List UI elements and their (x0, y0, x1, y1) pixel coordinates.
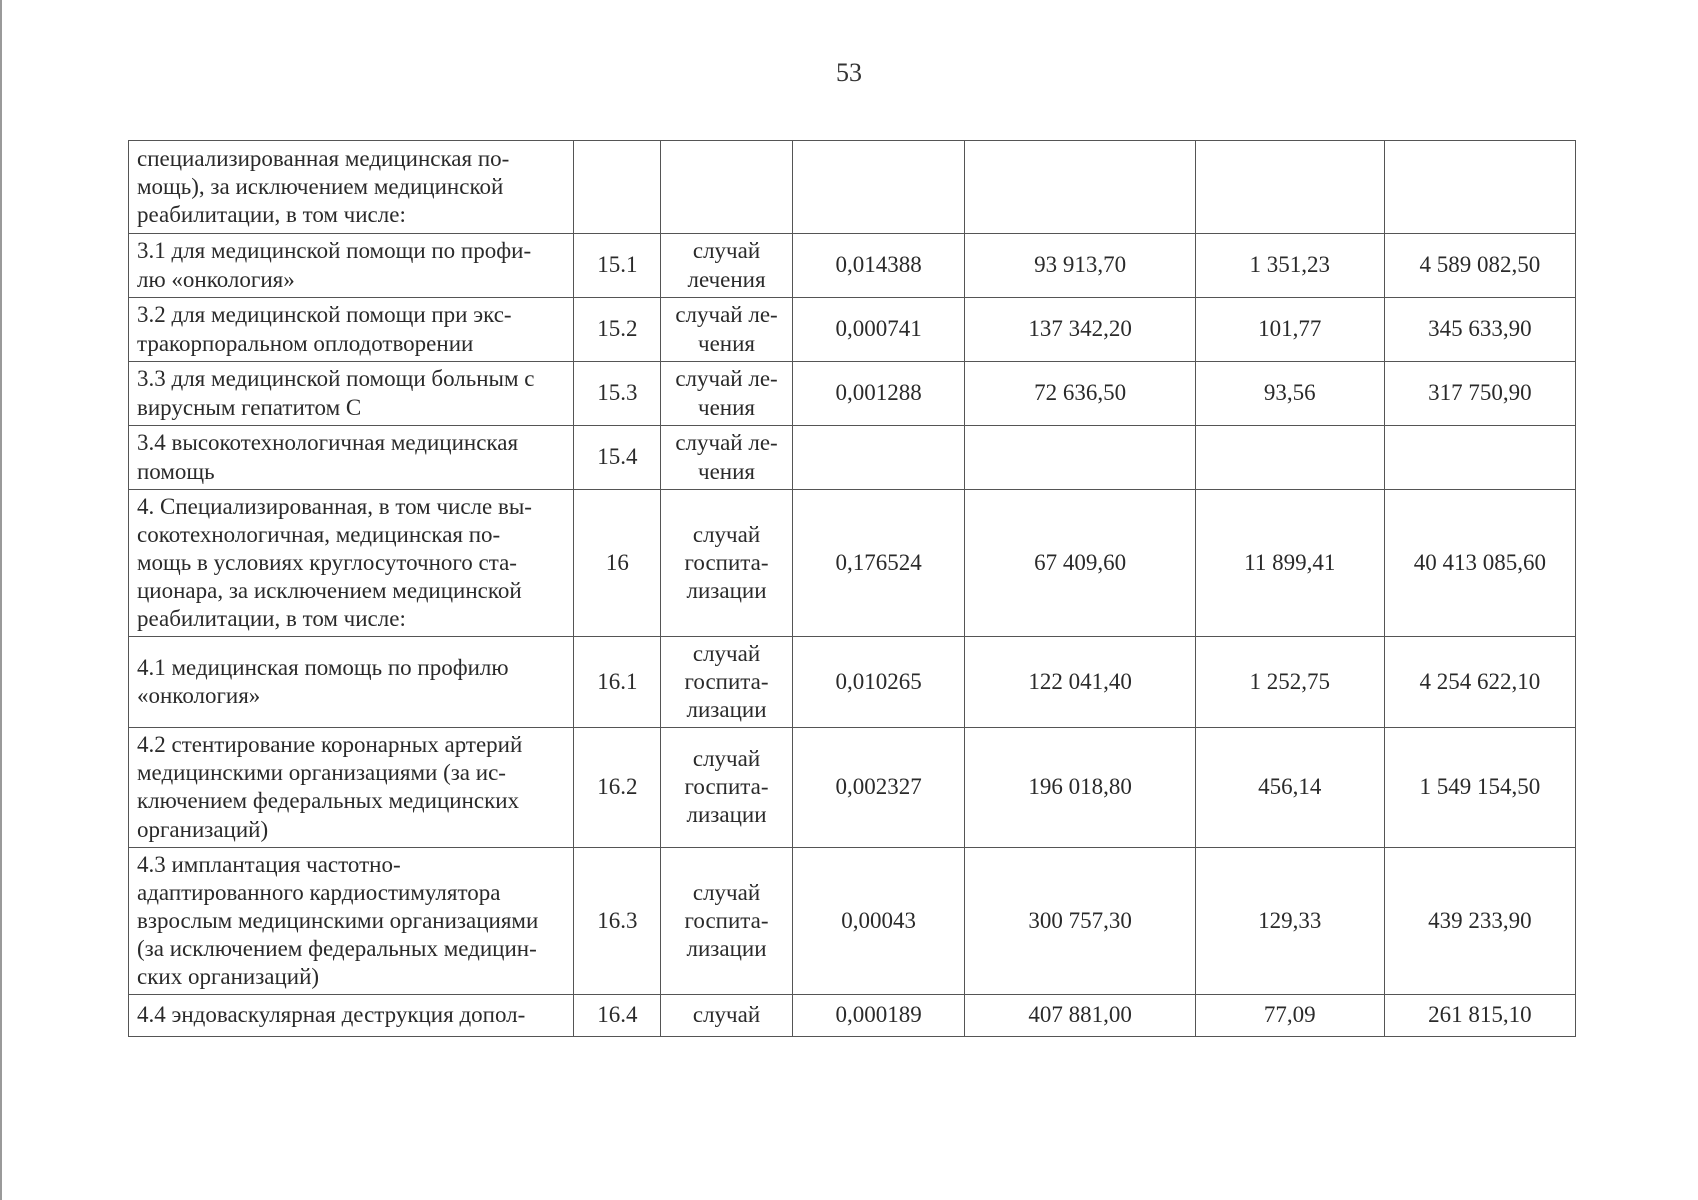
row-code-cell: 16.2 (574, 728, 661, 847)
table-body (129, 141, 1576, 1037)
row-code-cell (574, 141, 661, 234)
row-cost-cell: 300 757,30 (965, 847, 1195, 994)
row-norm-cell: 0,014388 (792, 234, 965, 298)
row-unit-line: случай (692, 746, 761, 772)
row-norm-cell: 0,00043 (792, 847, 965, 994)
row-name-line: реабилитации, в том числе: (137, 202, 406, 228)
row-name-cell (129, 141, 574, 234)
row-unit-line: случай (692, 238, 761, 264)
row-name-cell (129, 490, 574, 637)
row-total-cell (1384, 426, 1575, 490)
row-name-cell (129, 298, 574, 362)
scan-edge (0, 0, 2, 1200)
row-norm-cell: 0,002327 (792, 728, 965, 847)
table-row (129, 141, 1576, 234)
table-row (129, 994, 1576, 1036)
row-per-capita-cell: 77,09 (1195, 994, 1384, 1036)
row-name-line: лю «онкология» (137, 266, 295, 292)
row-name-line: 3.1 для медицинской помощи по профи- (137, 238, 532, 264)
row-per-capita-cell: 1 351,23 (1195, 234, 1384, 298)
row-unit-cell (661, 141, 792, 234)
row-cost-cell (965, 141, 1195, 234)
row-unit-line: лизации (686, 935, 767, 961)
table-row (129, 847, 1576, 994)
row-norm-cell (792, 141, 965, 234)
row-code-cell: 15.3 (574, 362, 661, 426)
row-unit-line: госпита- (684, 550, 769, 576)
row-per-capita-cell: 1 252,75 (1195, 637, 1384, 728)
row-unit-line: случай (692, 522, 761, 548)
row-name-line: адаптированного кардиостимулятора (137, 879, 501, 905)
row-name-line: 3.2 для медицинской помощи при экс- (137, 302, 512, 328)
row-total-cell: 1 549 154,50 (1384, 728, 1575, 847)
row-unit-cell (661, 847, 792, 994)
table-row (129, 637, 1576, 728)
row-unit-cell (661, 426, 792, 490)
row-code-cell: 16 (574, 490, 661, 637)
row-norm-cell: 0,001288 (792, 362, 965, 426)
row-name-cell (129, 234, 574, 298)
table-row (129, 490, 1576, 637)
page-number: 53 (836, 58, 862, 87)
row-name-line: 3.3 для медицинской помощи больным с (137, 366, 535, 392)
row-cost-cell (965, 426, 1195, 490)
row-cost-cell: 93 913,70 (965, 234, 1195, 298)
row-name-line: «онкология» (137, 683, 261, 709)
row-name-line: ключением федеральных медицинских (137, 788, 520, 814)
tariff-table (128, 140, 1576, 1037)
row-unit-line: лизации (686, 697, 767, 723)
row-name-cell (129, 994, 574, 1036)
row-cost-cell: 407 881,00 (965, 994, 1195, 1036)
row-per-capita-cell (1195, 141, 1384, 234)
row-name-cell (129, 847, 574, 994)
row-norm-cell: 0,010265 (792, 637, 965, 728)
row-norm-cell: 0,176524 (792, 490, 965, 637)
row-name-line: медицинскими организациями (за ис- (137, 760, 506, 786)
row-total-cell: 261 815,10 (1384, 994, 1575, 1036)
row-unit-cell (661, 637, 792, 728)
row-unit-line: случай ле- (675, 430, 778, 456)
row-total-cell: 40 413 085,60 (1384, 490, 1575, 637)
row-unit-line: лечения (687, 266, 766, 292)
row-unit-line: чения (698, 330, 755, 356)
row-unit-cell (661, 298, 792, 362)
row-per-capita-cell: 129,33 (1195, 847, 1384, 994)
row-per-capita-cell: 11 899,41 (1195, 490, 1384, 637)
row-name-line: (за исключением федеральных медицин- (137, 935, 537, 961)
row-name-line: 4. Специализированная, в том числе вы- (137, 494, 532, 519)
row-name-line: реабилитации, в том числе: (137, 606, 406, 632)
row-unit-line: чения (698, 458, 755, 484)
table-row (129, 362, 1576, 426)
row-cost-cell: 196 018,80 (965, 728, 1195, 847)
row-per-capita-cell: 101,77 (1195, 298, 1384, 362)
row-unit-line: госпита- (684, 774, 769, 800)
row-name-line: 4.1 медицинская помощь по профилю (137, 655, 509, 681)
row-name-line: тракорпоральном оплодотворении (137, 330, 474, 356)
row-unit-cell (661, 362, 792, 426)
table-row (129, 728, 1576, 847)
row-name-line: организаций) (137, 816, 269, 842)
row-cost-cell: 72 636,50 (965, 362, 1195, 426)
row-name-line: мощь в условиях круглосуточного ста- (137, 550, 517, 576)
row-name-line: помощь (137, 458, 215, 484)
row-norm-cell: 0,000189 (792, 994, 965, 1036)
table-row (129, 298, 1576, 362)
row-name-line: ционара, за исключением медицинской (137, 578, 522, 604)
row-code-cell: 15.1 (574, 234, 661, 298)
row-name-line: 4.3 имплантация частотно- (137, 851, 401, 877)
row-name-line: вирусным гепатитом С (137, 394, 362, 420)
row-total-cell: 439 233,90 (1384, 847, 1575, 994)
row-per-capita-cell: 93,56 (1195, 362, 1384, 426)
row-unit-cell (661, 490, 792, 637)
row-unit-line: лизации (686, 578, 767, 604)
row-unit-line: случай (692, 641, 761, 667)
row-total-cell: 4 254 622,10 (1384, 637, 1575, 728)
row-cost-cell: 122 041,40 (965, 637, 1195, 728)
row-total-cell: 4 589 082,50 (1384, 234, 1575, 298)
row-name-line: ских организаций) (137, 963, 320, 989)
row-code-cell: 15.2 (574, 298, 661, 362)
row-code-cell: 16.4 (574, 994, 661, 1036)
row-cost-cell: 67 409,60 (965, 490, 1195, 637)
row-unit-cell (661, 728, 792, 847)
row-unit-line: случай ле- (675, 366, 778, 392)
row-name-line: 4.2 стентирование коронарных артерий (137, 732, 523, 758)
row-name-line: сокотехнологичная, медицинская по- (137, 522, 501, 548)
row-unit-line: лизации (686, 802, 767, 828)
row-norm-cell: 0,000741 (792, 298, 965, 362)
row-name-cell (129, 426, 574, 490)
row-unit-line: чения (698, 394, 755, 420)
row-name-cell (129, 728, 574, 847)
row-name-line: 3.4 высокотехнологичная медицинская (137, 430, 519, 456)
row-name-line: специализированная медицинская по- (137, 145, 510, 171)
row-name-line: взрослым медицинскими организациями (137, 907, 539, 933)
row-code-cell: 16.3 (574, 847, 661, 994)
row-unit-cell (661, 234, 792, 298)
row-name-cell (129, 362, 574, 426)
row-unit-cell (661, 994, 792, 1036)
row-per-capita-cell (1195, 426, 1384, 490)
row-unit-line: госпита- (684, 669, 769, 695)
row-name-cell (129, 637, 574, 728)
row-total-cell (1384, 141, 1575, 234)
row-unit-line: госпита- (684, 907, 769, 933)
table-row (129, 234, 1576, 298)
row-cost-cell: 137 342,20 (965, 298, 1195, 362)
row-name-line: мощь), за исключением медицинской (137, 173, 504, 199)
row-total-cell: 345 633,90 (1384, 298, 1575, 362)
table-row (129, 426, 1576, 490)
row-unit-line: случай ле- (675, 302, 778, 328)
row-unit-line: случай (692, 1002, 761, 1028)
row-total-cell: 317 750,90 (1384, 362, 1575, 426)
row-name-line: 4.4 эндоваскулярная деструкция допол- (137, 1002, 526, 1028)
row-norm-cell (792, 426, 965, 490)
row-unit-line: случай (692, 879, 761, 905)
row-per-capita-cell: 456,14 (1195, 728, 1384, 847)
row-code-cell: 15.4 (574, 426, 661, 490)
row-code-cell: 16.1 (574, 637, 661, 728)
